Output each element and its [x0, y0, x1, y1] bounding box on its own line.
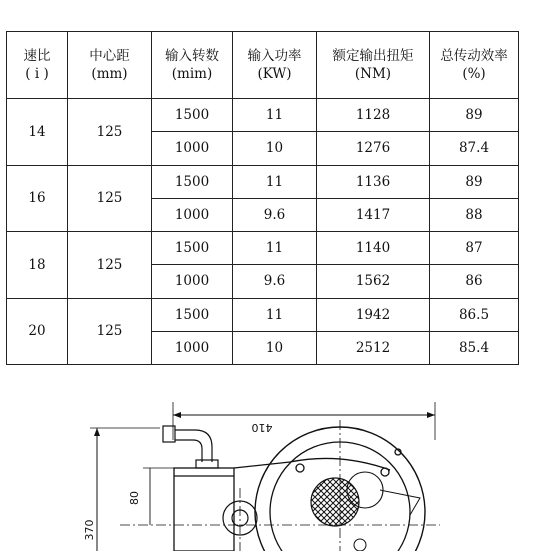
- header-rated-torque: 额定输出扭矩 (NM): [317, 32, 430, 99]
- ratio-cell: 20: [7, 298, 68, 365]
- header-input-speed: 输入转数 (mim): [152, 32, 233, 99]
- torque-cell: 2512: [317, 331, 430, 364]
- center-lines: [120, 420, 440, 551]
- center-distance-cell: 125: [68, 298, 152, 365]
- power-cell: 10: [233, 132, 317, 165]
- width-dimension-label: 410: [251, 421, 273, 434]
- table-row: [7, 99, 519, 132]
- ratio-cell: 14: [7, 99, 68, 166]
- elbow-pipe: [163, 426, 218, 468]
- power-cell: 10: [233, 331, 317, 364]
- power-cell: 11: [233, 298, 317, 331]
- header-row: [7, 32, 519, 99]
- small-height-dimension-label: 80: [128, 491, 141, 505]
- torque-cell: 1136: [317, 165, 430, 198]
- efficiency-cell: 89: [430, 99, 519, 132]
- header-center-distance: 中心距 (mm): [68, 32, 152, 99]
- center-distance-cell: 125: [68, 165, 152, 232]
- power-cell: 11: [233, 99, 317, 132]
- header-ratio: 速比 ( i ): [7, 32, 68, 99]
- center-distance-cell: 125: [68, 99, 152, 166]
- torque-cell: 1140: [317, 232, 430, 265]
- spec-table: [6, 31, 519, 365]
- speed-cell: 1000: [152, 198, 233, 231]
- power-cell: 9.6: [233, 198, 317, 231]
- power-cell: 9.6: [233, 265, 317, 298]
- header-efficiency: 总传动效率 (%): [430, 32, 519, 99]
- height-dimension: [83, 428, 160, 551]
- power-cell: 11: [233, 232, 317, 265]
- gearbox-drawing: [0, 380, 550, 551]
- hatched-flange: [311, 472, 383, 526]
- speed-cell: 1000: [152, 331, 233, 364]
- speed-cell: 1500: [152, 99, 233, 132]
- efficiency-cell: 87.4: [430, 132, 519, 165]
- table-row: [7, 298, 519, 331]
- efficiency-cell: 85.4: [430, 331, 519, 364]
- speed-cell: 1500: [152, 232, 233, 265]
- efficiency-cell: 87: [430, 232, 519, 265]
- efficiency-cell: 88: [430, 198, 519, 231]
- ratio-cell: 18: [7, 232, 68, 299]
- efficiency-cell: 89: [430, 165, 519, 198]
- speed-cell: 1000: [152, 132, 233, 165]
- torque-cell: 1562: [317, 265, 430, 298]
- power-cell: 11: [233, 165, 317, 198]
- header-input-power: 输入功率 (KW): [233, 32, 317, 99]
- speed-cell: 1500: [152, 165, 233, 198]
- efficiency-cell: 86: [430, 265, 519, 298]
- efficiency-cell: 86.5: [430, 298, 519, 331]
- speed-cell: 1000: [152, 265, 233, 298]
- torque-cell: 1942: [317, 298, 430, 331]
- ratio-cell: 16: [7, 165, 68, 232]
- torque-cell: 1276: [317, 132, 430, 165]
- small-height-dimension: [128, 468, 175, 525]
- speed-cell: 1500: [152, 298, 233, 331]
- torque-cell: 1128: [317, 99, 430, 132]
- torque-cell: 1417: [317, 198, 430, 231]
- height-dimension-label: 370: [83, 519, 96, 541]
- center-distance-cell: 125: [68, 232, 152, 299]
- table-row: [7, 165, 519, 198]
- table-row: [7, 232, 519, 265]
